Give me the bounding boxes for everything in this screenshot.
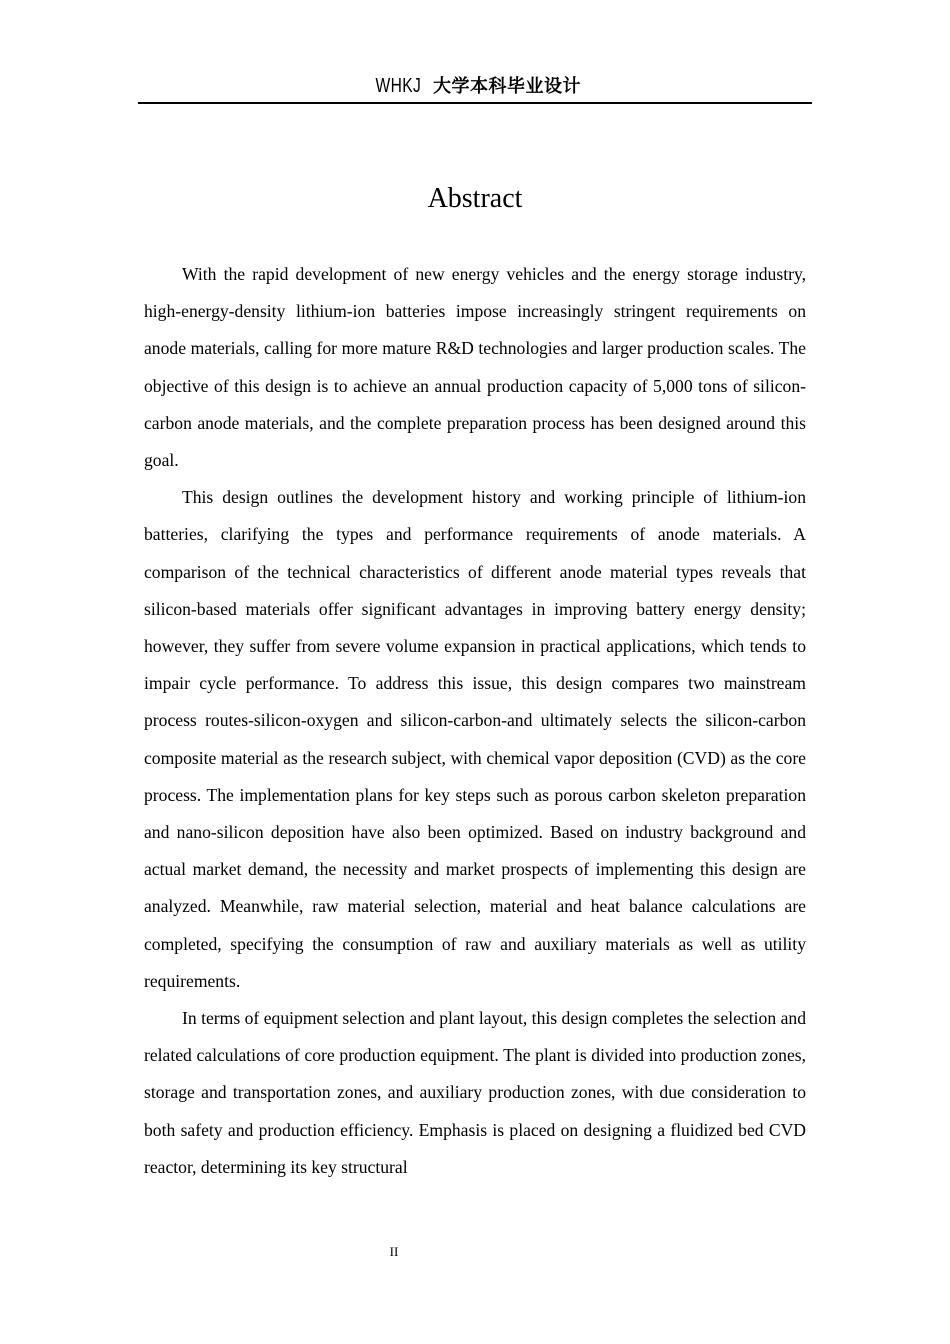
abstract-paragraph-3: In terms of equipment selection and plant layout, this design completes the selection and related calculations of core production equipment. The plant is divided into production zones, storage and transportation zones, and auxiliary production zones, with due consideration to both safety and production efficiency. Emphasis is placed on designing a fluidized bed CVD reactor, determining its key structural [144, 1008, 806, 1177]
abstract-title: Abstract [427, 183, 523, 214]
abstract-paragraph-1: With the rapid development of new energy vehicles and the energy storage industry, high-energy-density lithium-ion batteries impose increasingly stringent requirements on anode materials, calling for more mature R&D technologies and larger production scales. The objective of this design is to achieve an annual production capacity of 5,000 tons of silicon-carbon anode materials, and the complete preparation process has been designed around this goal. [144, 264, 806, 471]
abstract-paragraph-2: This design outlines the development history and working principle of lithium-ion batteries, clarifying the types and performance requirements of anode materials. A comparison of the technical characteristics of different anode material types reveals that silicon-based materials offer significant advantages in improving battery energy density; however, they suffer from severe volume expansion in practical applications, which tends to impair cycle performance. To address this issue, this design compares two mainstream process routes-silicon-oxygen and silicon-carbon-and ultimately selects the silicon-carbon composite material as the research subject, with chemical vapor deposition (CVD) as the core process. The implementation plans for key steps such as porous carbon skeleton preparation and nano-silicon deposition have also been optimized. Based on industry background and actual market demand, the necessity and market prospects of implementing this design are analyzed. Meanwhile, raw material selection, material and heat balance calculations are completed, specifying the consumption of raw and auxiliary materials as well as utility requirements. [144, 487, 806, 991]
header-university-code: WHKJ [375, 75, 422, 97]
abstract-body [144, 256, 806, 1186]
page-number: II [389, 1244, 399, 1259]
header-title [369, 72, 581, 101]
header-thesis-label: 大学本科毕业设计 [432, 76, 581, 97]
page-header [138, 72, 812, 104]
